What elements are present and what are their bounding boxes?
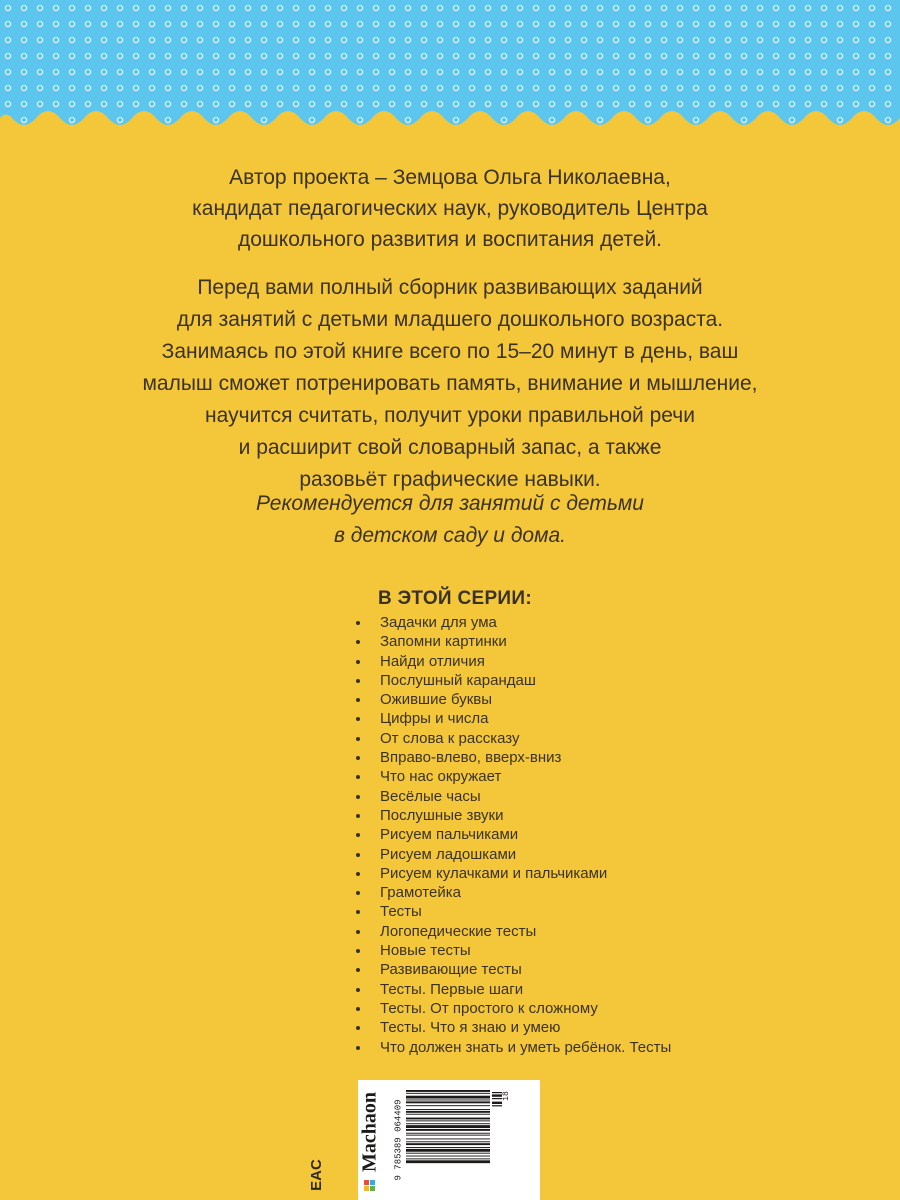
series-item: Найди отличия xyxy=(356,652,671,671)
recommendation-line: в детском саду и дома. xyxy=(333,524,567,547)
series-item: Тесты xyxy=(356,902,671,921)
addon-bar xyxy=(492,1105,502,1106)
barcode-bar xyxy=(406,1114,490,1115)
series-list xyxy=(356,613,671,1057)
barcode-bar xyxy=(406,1149,490,1152)
barcode-bar xyxy=(406,1156,490,1157)
series-item: Тесты. Что я знаю и умею xyxy=(356,1018,671,1037)
series-item: От слова к рассказу xyxy=(356,729,671,748)
author-line: дошкольного развития и воспитания детей. xyxy=(237,228,663,251)
barcode-digits: 9 785389 064409 xyxy=(393,1099,404,1181)
barcode-bar xyxy=(406,1141,490,1142)
series-item: Развивающие тесты xyxy=(356,960,671,979)
barcode-bar xyxy=(406,1118,490,1120)
barcode-bar xyxy=(406,1158,490,1159)
recommendation-line: Рекомендуется для занятий с детьми xyxy=(256,492,644,515)
series-item: Цифры и числа xyxy=(356,709,671,728)
barcode-bar xyxy=(406,1129,490,1131)
barcode-bar xyxy=(406,1111,490,1113)
addon-bar xyxy=(492,1092,502,1093)
barcode-bar xyxy=(406,1135,490,1136)
addon-digits: 18 xyxy=(502,1091,512,1101)
eac-mark-text: EAC xyxy=(307,1159,325,1191)
description-block xyxy=(0,272,900,496)
series-item: Рисуем ладошками xyxy=(356,845,671,864)
series-item: Тесты. От простого к сложному xyxy=(356,999,671,1018)
barcode-bar xyxy=(406,1093,490,1094)
series-item: Грамотейка xyxy=(356,883,671,902)
series-item: Весёлые часы xyxy=(356,787,671,806)
addon-bar xyxy=(492,1094,502,1096)
barcode-bar xyxy=(406,1123,490,1124)
barcode-bar xyxy=(406,1120,490,1121)
publisher-name: Machaon xyxy=(358,1092,381,1172)
series-item: Рисуем кулачками и пальчиками xyxy=(356,864,671,883)
series-item: Послушный карандаш xyxy=(356,671,671,690)
series-item: Рисуем пальчиками xyxy=(356,825,671,844)
barcode-bar xyxy=(406,1096,490,1099)
series-item: Что должен знать и уметь ребёнок. Тесты xyxy=(356,1038,671,1057)
series-title: В ЭТОЙ СЕРИИ: xyxy=(378,588,532,609)
publisher-logo xyxy=(355,1082,387,1196)
series-item: Запомни картинки xyxy=(356,632,671,651)
description-line: Занимаясь по этой книге всего по 15–20 минут в день, ваш xyxy=(161,340,739,363)
series-item: Тесты. Первые шаги xyxy=(356,980,671,999)
description-line: для занятий с детьми младшего дошкольного возраста. xyxy=(176,308,724,331)
dotted-blue-band xyxy=(0,0,900,140)
barcode-bar xyxy=(406,1153,490,1154)
author-block xyxy=(0,162,900,255)
isbn-barcode xyxy=(392,1088,510,1188)
addon-bar xyxy=(492,1098,502,1099)
recommendation-block xyxy=(0,488,900,552)
description-line: малыш сможет потренировать память, внимание и мышление, xyxy=(142,372,758,395)
barcode-bar xyxy=(406,1147,490,1148)
barcode-bar xyxy=(406,1125,490,1128)
addon-bar xyxy=(492,1102,502,1104)
barcode-bar xyxy=(406,1101,490,1103)
author-line: кандидат педагогических наук, руководитель Центра xyxy=(192,197,708,220)
barcode-bar xyxy=(406,1090,490,1092)
barcode-bar xyxy=(406,1133,490,1134)
description-line: разовьёт графические навыки. xyxy=(299,468,601,491)
series-item: Новые тесты xyxy=(356,941,671,960)
barcode-bar xyxy=(406,1109,490,1110)
eac-mark-icon xyxy=(304,1158,330,1192)
description-line: научится считать, получит уроки правильной речи xyxy=(205,404,695,427)
series-item: Что нас окружает xyxy=(356,767,671,786)
series-item: Послушные звуки xyxy=(356,806,671,825)
barcode-bar xyxy=(406,1143,490,1145)
author-line: Автор проекта – Земцова Ольга Николаевна, xyxy=(229,166,671,189)
description-line: и расширит свой словарный запас, а также xyxy=(238,436,662,459)
series-item: Ожившие буквы xyxy=(356,690,671,709)
barcode-bar xyxy=(406,1100,490,1101)
barcode-bar xyxy=(406,1138,490,1139)
series-item: Задачки для ума xyxy=(356,613,671,632)
barcode-bar xyxy=(406,1105,490,1106)
series-item: Вправо-влево, вверх-вниз xyxy=(356,748,671,767)
barcode-bar xyxy=(406,1160,490,1163)
series-item: Логопедические тесты xyxy=(356,922,671,941)
description-line: Перед вами полный сборник развивающих заданий xyxy=(197,276,703,299)
